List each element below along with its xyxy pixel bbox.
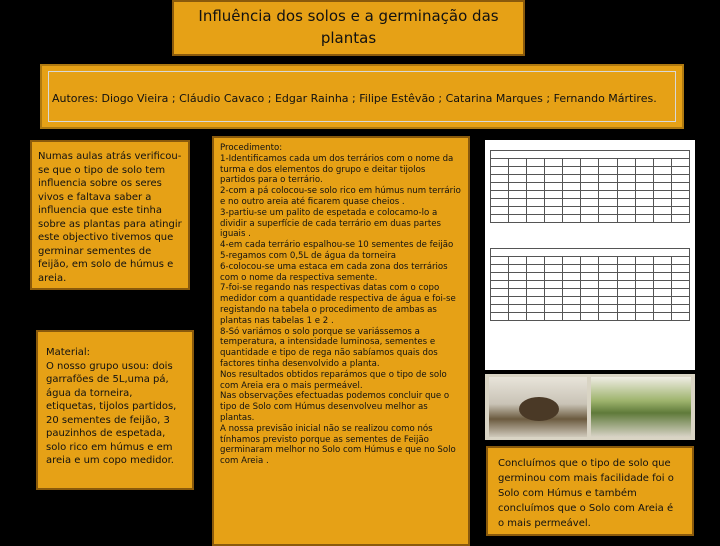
table-2: [490, 248, 690, 321]
conclusion-text: Concluímos que o tipo de solo que germinou com mais facilidade foi o Solo com Húmus e também concluímos que o Solo com Areia é o mais permeável.: [486, 446, 694, 536]
authors-box: [40, 64, 684, 129]
terrarium-photo-seedlings: [591, 377, 691, 437]
material-text: Material: O nosso grupo usou: dois garrafões de 5L,uma pá, água da torneira, etiquetas, tijolos partidos, 20 sementes de feijão, 3 pauzinhos de espetada, solo rico em húmus e em areia e um copo medidor.: [36, 330, 194, 490]
intro-text: Numas aulas atrás verificou-se que o tipo de solo tem influencia sobre os seres vivos e faltava saber a influencia que este tinha sobre as plantas para atingir este objectivo tivemos que germinar sementes de feijão, em solo de húmus e areia.: [30, 140, 190, 290]
terrarium-photo-soil: [489, 377, 587, 437]
results-tables-image: [485, 140, 695, 370]
procedure-text: Procedimento: 1-Identificamos cada um dos terrários com o nome da turma e dos elementos do grupo e deitar tijolos partidos para o terrário. 2-com a pá colocou-se solo rico em húmus num terrário e no outro areia até ficarem quase cheios . 3-partiu-se um palito de espetada e colocamo-lo a dividir a superfície de cada terrário em duas partes iguais . 4-em cada terrário espalhou-se 10 sementes de feijão 5-regamos com 0,5L de água da torneira 6-colocou-se uma estaca em cada zona dos terrários com o nome da respectiva semente. 7-foi-se regando nas respectivas datas com o copo medidor com a quantidade respectiva de água e foi-se registando na tabela o procedimento de ambas as plantas nas tabelas 1 e 2 . 8-Só variámos o solo porque se variássemos a temperatura, a intensidade luminosa, sementes e quantidade e tipo de rega não sabíamos quais dos factores tinha desenvolvido a planta. Nos resultados obtidos reparámos que o tipo de solo com Areia era o mais permeável. Nas observações efectuadas podemos concluir que o tipo de Solo com Húmus desenvolveu melhor as plantas. A nossa previsão inicial não se realizou como nós tínhamos previsto porque as sementes de Feijão germinaram melhor no Solo com Húmus e que no Solo com Areia .: [212, 136, 470, 546]
poster-title: Influência dos solos e a germinação das plantas: [172, 0, 525, 56]
terrarium-photos: [485, 374, 695, 440]
table-1: [490, 150, 690, 223]
authors-text: Autores: Diogo Vieira ; Cláudio Cavaco ; Edgar Rainha ; Filipe Estêvão ; Catarina Marques ; Fernando Mártires.: [52, 92, 657, 105]
soil-pile-image: [519, 397, 559, 421]
